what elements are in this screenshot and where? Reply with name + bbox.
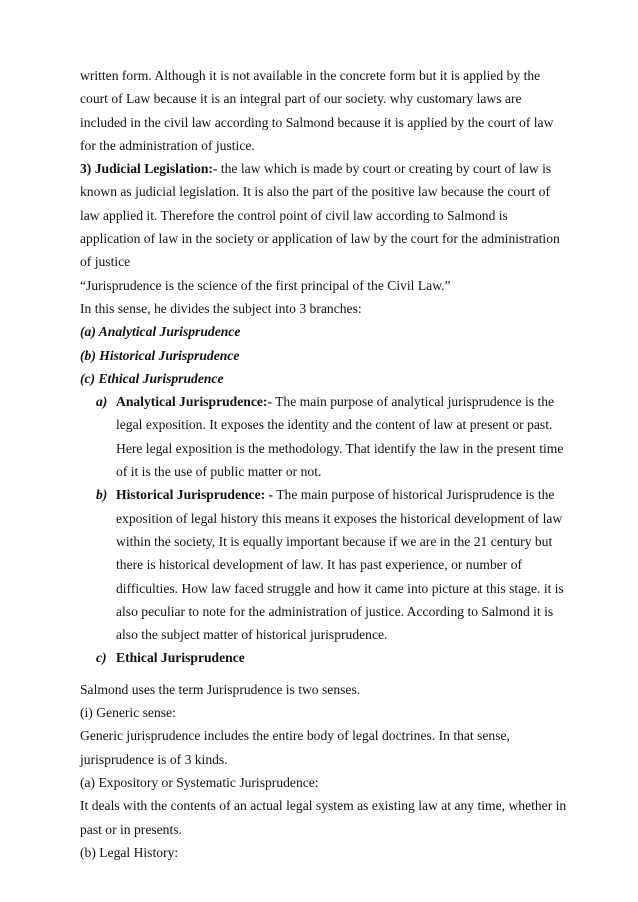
item-marker: b) xyxy=(96,487,108,503)
item-historical xyxy=(80,483,570,646)
expository-text: It deals with the contents of an actual legal system as existing law at any time, whether in past or in presents. xyxy=(80,798,567,837)
item-heading: Historical Jurisprudence: - xyxy=(116,487,274,503)
item-marker: a) xyxy=(96,394,108,410)
item-heading: Analytical Jurisprudence:- xyxy=(116,394,272,410)
expository-heading: (a) Expository or Systematic Jurisprudence: xyxy=(80,774,319,790)
judicial-legislation-text: the law which is made by court or creating by court of law is known as judicial legislation. It is also the part of the positive law because the court of law applied it. Therefore the control point of civil law according to Salmond is application of law in the society or application of law by the court for the administration of justice xyxy=(80,161,560,270)
judicial-legislation-heading: 3) Judicial Legislation:- xyxy=(80,161,218,177)
jurisprudence-quote: “Jurisprudence is the science of the first principal of the Civil Law.” xyxy=(80,277,451,293)
branch-historical: (b) Historical Jurisprudence xyxy=(80,347,240,363)
branch-analytical: (a) Analytical Jurisprudence xyxy=(80,324,241,340)
item-text: The main purpose of analytical jurisprudence is the legal exposition. It exposes the identity and the content of law at present or past. Here legal exposition is the methodology. That identify the law in the present time of it is the use of public matter or not. xyxy=(116,394,564,480)
senses-intro: Salmond uses the term Jurisprudence is two senses. xyxy=(80,681,361,697)
generic-sense-heading: (i) Generic sense: xyxy=(80,705,176,721)
paragraph-customary-law: written form. Although it is not available in the concrete form but it is applied by the court of Law because it is an integral part of our society. why customary laws are included in the civil law according to Salmond because it is applied by the court of law for the administration of justice. xyxy=(80,68,554,153)
item-heading: Ethical Jurisprudence xyxy=(116,650,245,666)
generic-sense-text: Generic jurisprudence includes the entire body of legal doctrines. In that sense, jurisprudence is of 3 kinds. xyxy=(80,728,510,767)
item-ethical xyxy=(80,646,570,669)
item-text: The main purpose of historical Jurisprudence is the exposition of legal history this means it exposes the historical development of law within the society, It is equally important because if we are in the 21 century but there is historical development of law. It has past experience, or number of difficulties. How law faced struggle and how it came into picture at this stage. it is also peculiar to note for the administration of justice. According to Salmond it is also the subject matter of historical jurisprudence. xyxy=(116,487,564,643)
spacer xyxy=(80,670,570,678)
legal-history-heading: (b) Legal History: xyxy=(80,844,179,860)
branches-intro: In this sense, he divides the subject into 3 branches: xyxy=(80,300,362,316)
item-marker: c) xyxy=(96,650,107,666)
branch-ethical: (c) Ethical Jurisprudence xyxy=(80,370,224,386)
paragraph-judicial-legislation xyxy=(80,157,570,273)
page-body xyxy=(80,64,570,864)
item-analytical xyxy=(80,390,570,483)
